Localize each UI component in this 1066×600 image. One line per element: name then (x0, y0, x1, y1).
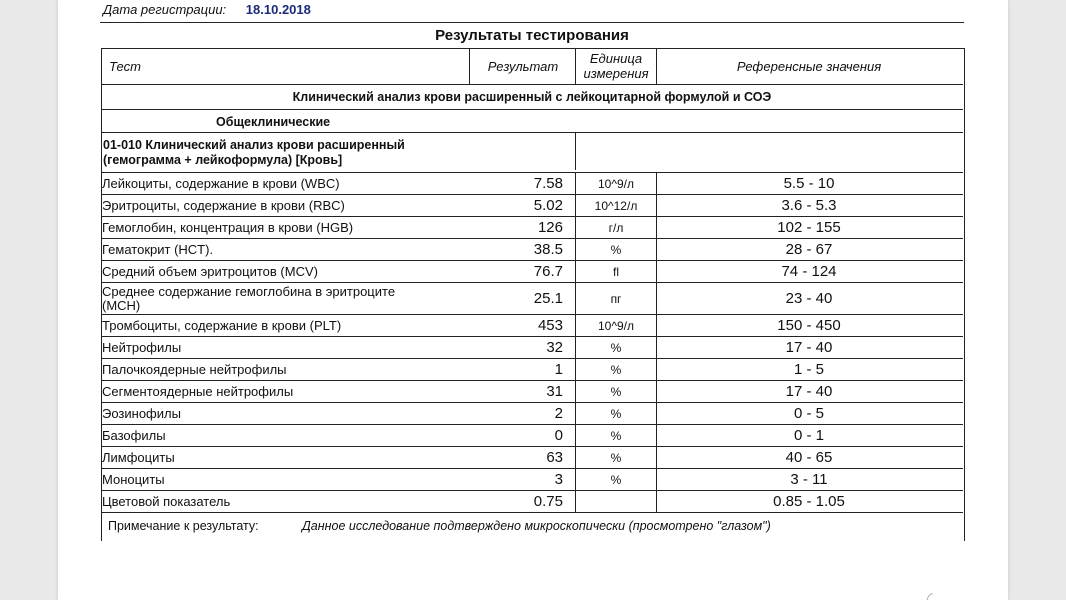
analysis-title-line2: (гемограмма + лейкоформула) [Кровь] (103, 153, 343, 167)
row-unit: % (575, 403, 657, 424)
table-row (101, 337, 963, 359)
table-row (101, 425, 963, 447)
row-name: Нейтрофилы (102, 339, 182, 355)
row-reference: 40 - 65 (785, 449, 833, 466)
header-test: Тест (109, 58, 141, 74)
row-result: 2 (554, 405, 563, 422)
header-unit (575, 48, 657, 84)
row-unit: 10^9/л (575, 173, 657, 194)
header-unit-line1: Единица (589, 51, 643, 66)
note-label: Примечание к результату: (108, 519, 259, 533)
row-result: 126 (537, 219, 563, 236)
row-reference: 17 - 40 (785, 383, 833, 400)
table-row (101, 359, 963, 381)
table-row (101, 261, 963, 283)
row-reference: 74 - 124 (781, 263, 837, 280)
row-reference: 0 - 5 (793, 405, 824, 422)
row-reference: 3.6 - 5.3 (781, 197, 837, 214)
top-divider (100, 22, 964, 23)
row-name: Средний объем эритроцитов (MCV) (102, 263, 318, 279)
table-header (101, 48, 963, 85)
page-title: Результаты тестирования (435, 27, 629, 44)
analysis-title-line1: 01-010 Клинический анализ крови расширенный (103, 138, 405, 152)
table-row (101, 283, 963, 315)
row-unit: % (575, 447, 657, 468)
table-row (101, 469, 963, 491)
table-row (101, 239, 963, 261)
row-name: Среднее содержание гемоглобина в эритроците (MCH) (102, 283, 396, 313)
row-result: 25.1 (533, 290, 563, 307)
row-name: Палочкоядерные нейтрофилы (102, 361, 287, 377)
row-result: 7.58 (533, 175, 563, 192)
row-reference: 1 - 5 (793, 361, 824, 378)
row-name: Лимфоциты (102, 449, 175, 465)
row-name: Сегментоядерные нейтрофилы (102, 383, 294, 399)
row-result: 76.7 (533, 263, 563, 280)
table-row (101, 403, 963, 425)
row-unit: % (575, 337, 657, 358)
registration-label: Дата регистрации: (103, 2, 227, 17)
row-reference: 102 - 155 (777, 219, 841, 236)
row-result: 3 (554, 471, 563, 488)
row-name: Эозинофилы (102, 405, 181, 421)
row-unit (575, 491, 657, 512)
row-unit: % (575, 381, 657, 402)
table-row (101, 315, 963, 337)
row-reference: 28 - 67 (785, 241, 833, 258)
header-result: Результат (469, 48, 576, 84)
row-name: Эритроциты, содержание в крови (RBC) (102, 197, 345, 213)
registration-date: 18.10.2018 (245, 2, 311, 17)
result-note (108, 519, 771, 533)
row-name: Лейкоциты, содержание в крови (WBC) (102, 175, 340, 191)
header-reference: Референсные значения (736, 58, 882, 74)
header-unit-line2: измерения (583, 66, 649, 81)
table-row (101, 173, 963, 195)
row-result: 453 (537, 317, 563, 334)
row-unit: пг (575, 283, 657, 314)
row-result: 5.02 (533, 197, 563, 214)
row-reference: 0.85 - 1.05 (773, 493, 845, 510)
group-title: Общеклинические (216, 115, 331, 129)
row-name: Базофилы (102, 427, 166, 443)
row-unit: 10^9/л (575, 315, 657, 336)
row-name: Моноциты (102, 471, 165, 487)
row-result: 63 (546, 449, 563, 466)
row-name: Гематокрит (HCT). (102, 241, 214, 257)
row-name: Гемоглобин, концентрация в крови (HGB) (102, 219, 354, 235)
table-row (101, 195, 963, 217)
row-name: Тромбоциты, содержание в крови (PLT) (102, 317, 342, 333)
row-unit: fl (575, 261, 657, 282)
row-result: 1 (554, 361, 563, 378)
row-unit: г/л (575, 217, 657, 238)
row-reference: 5.5 - 10 (783, 175, 835, 192)
analysis-title (103, 138, 405, 168)
row-result: 38.5 (533, 241, 563, 258)
results-rows (101, 172, 963, 513)
row-result: 0.75 (533, 493, 563, 510)
row-result: 0 (554, 427, 563, 444)
table-row (101, 217, 963, 239)
table-row (101, 381, 963, 403)
row-result: 31 (546, 383, 563, 400)
row-reference: 17 - 40 (785, 339, 833, 356)
section-title: Клинический анализ крови расширенный с лейкоцитарной формулой и СОЭ (101, 85, 963, 110)
table-row (101, 447, 963, 469)
analysis-empty-cell (575, 133, 963, 170)
row-unit: % (575, 469, 657, 490)
row-reference: 3 - 11 (790, 471, 828, 488)
row-name: Цветовой показатель (102, 493, 231, 509)
row-unit: 10^12/л (575, 195, 657, 216)
row-unit: % (575, 359, 657, 380)
row-reference: 0 - 1 (793, 427, 824, 444)
row-result: 32 (546, 339, 563, 356)
note-text: Данное исследование подтверждено микроскопически (просмотрено "глазом") (302, 519, 771, 533)
row-reference: 23 - 40 (785, 290, 833, 307)
registration-line (103, 2, 311, 17)
table-row (101, 491, 963, 513)
row-unit: % (575, 425, 657, 446)
row-unit: % (575, 239, 657, 260)
page-mark-icon (926, 592, 934, 600)
row-reference: 150 - 450 (777, 317, 841, 334)
